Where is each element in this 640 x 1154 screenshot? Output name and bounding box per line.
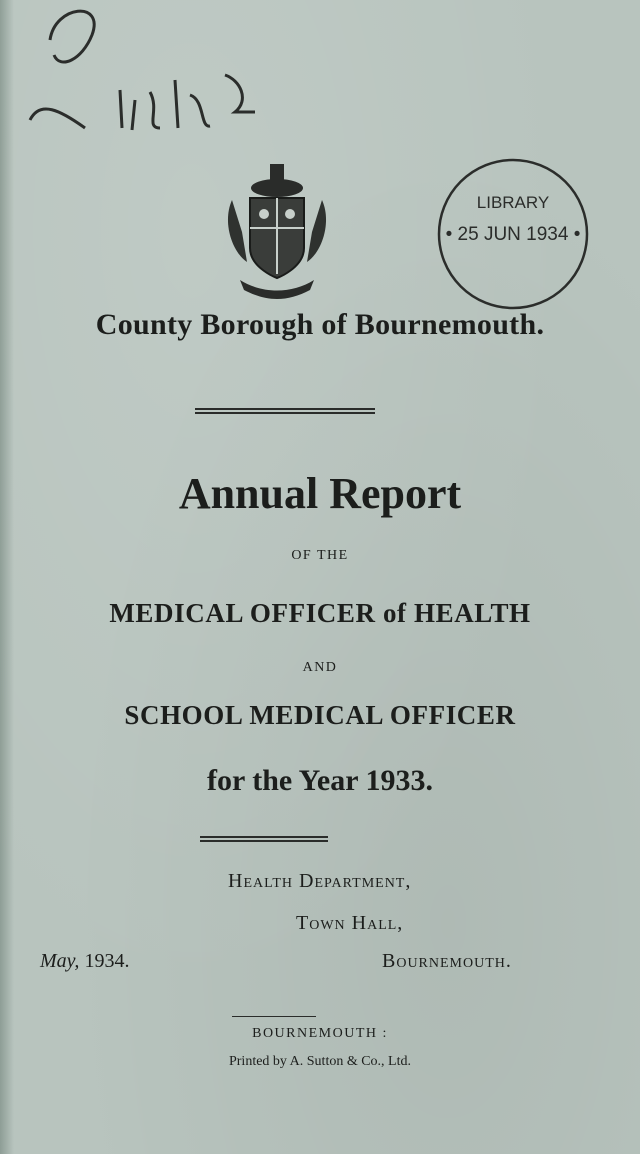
svg-text:• 25 JUN 1934 •: • 25 JUN 1934 • <box>445 224 581 245</box>
borough-coat-of-arms <box>222 162 332 302</box>
report-year-line: for the Year 1933. <box>206 764 434 797</box>
borough-title: County Borough of Bournemouth. <box>95 308 545 341</box>
and-line: AND <box>302 660 338 675</box>
school-medical-officer-title: SCHOOL MEDICAL OFFICER <box>124 700 516 730</box>
printer-rule <box>232 1016 316 1017</box>
issue-year: 1934. <box>84 950 130 972</box>
library-stamp <box>418 144 608 314</box>
page-edge-shadow <box>0 0 14 1154</box>
svg-text:‌: ‌ <box>452 179 466 190</box>
svg-text:‌: ‌ <box>461 265 475 276</box>
medical-officer-title: MEDICAL OFFICER of HEALTH <box>109 598 531 628</box>
issue-date <box>40 950 129 973</box>
issue-month: May, <box>40 950 80 972</box>
address-department: Health Department, <box>228 870 412 892</box>
printer-credit: Printed by A. Sutton & Co., Ltd. <box>228 1054 411 1069</box>
handwritten-archive-mark <box>10 0 280 150</box>
of-the-line: OF THE <box>291 548 349 563</box>
address-town-hall: Town Hall, <box>296 912 404 934</box>
svg-text:LIBRARY: LIBRARY <box>476 193 550 212</box>
double-rule-divider-2 <box>200 836 328 842</box>
double-rule-divider <box>195 408 375 414</box>
printer-town: BOURNEMOUTH : <box>252 1026 388 1041</box>
address-town: Bournemouth. <box>382 950 512 972</box>
report-title: Annual Report <box>178 469 462 518</box>
